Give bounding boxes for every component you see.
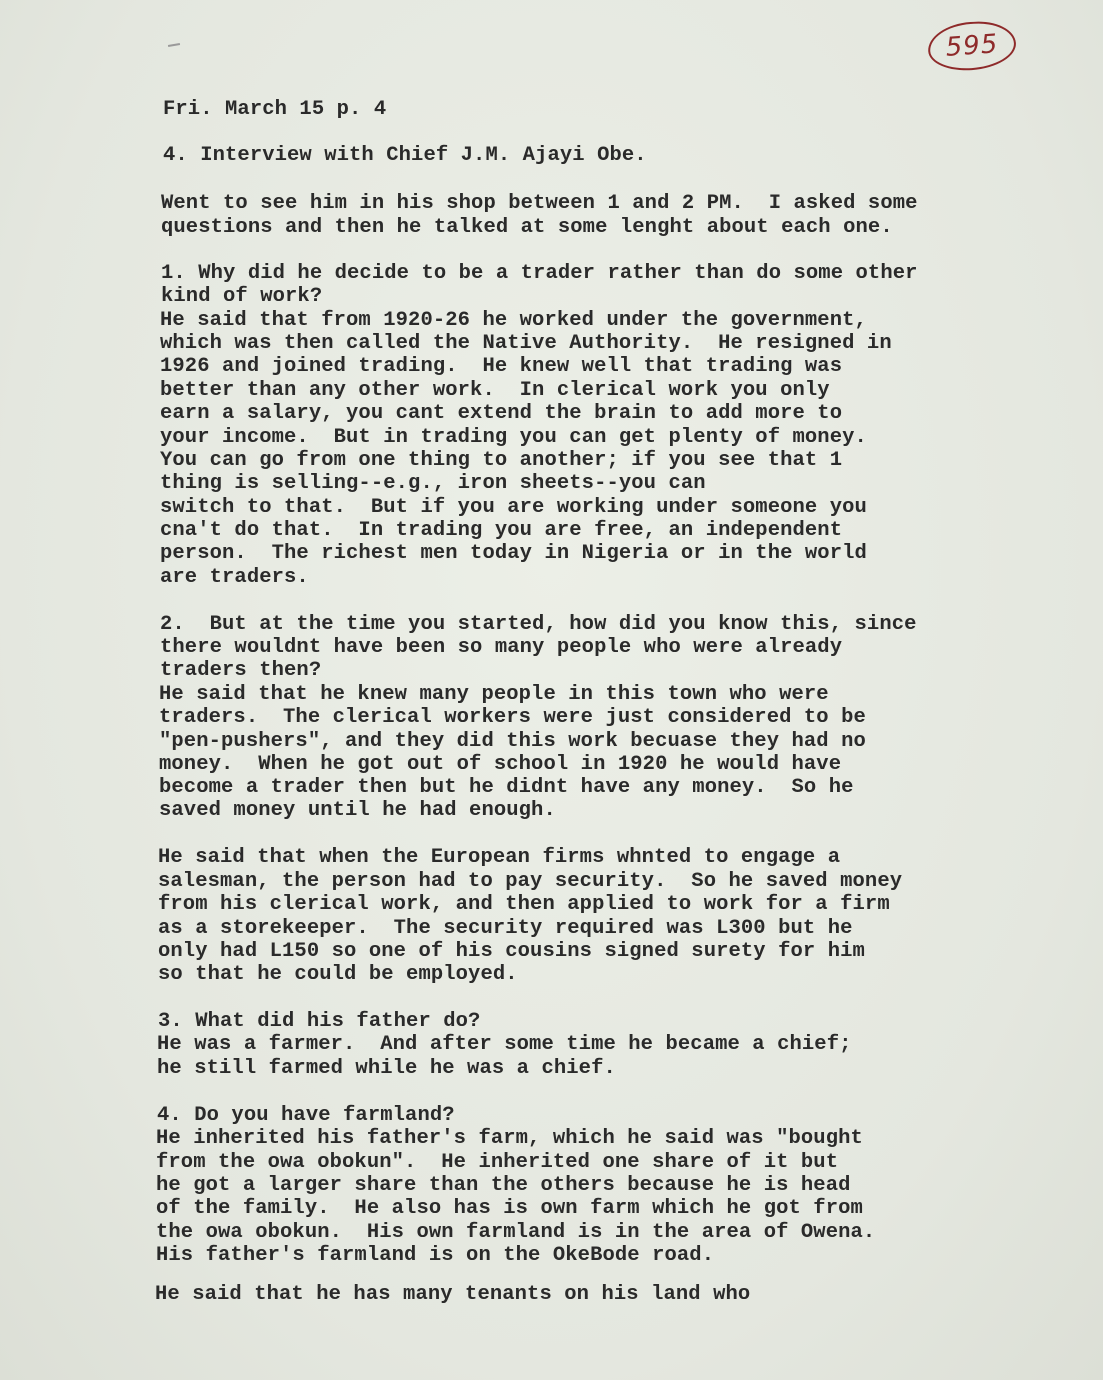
text-line: which was then called the Native Authority. He resigned in xyxy=(160,332,892,355)
text-line: He inherited his father's farm, which he said was "bought xyxy=(156,1127,863,1150)
text-line: 4. Do you have farmland? xyxy=(157,1104,455,1127)
text-line: your income. But in trading you can get plenty of money. xyxy=(160,426,867,449)
text-line: 3. What did his father do? xyxy=(158,1010,481,1033)
text-line: person. The richest men today in Nigeria or in the world xyxy=(160,542,867,565)
text-line: You can go from one thing to another; if you see that 1 xyxy=(160,449,843,472)
text-line: only had L150 so one of his cousins signed surety for him xyxy=(158,940,865,963)
text-line: 2. But at the time you started, how did you know this, since xyxy=(160,613,917,636)
text-line: He said that he knew many people in this town who were xyxy=(159,683,829,706)
text-line: become a trader then but he didnt have any money. So he xyxy=(159,776,854,799)
page-header: Fri. March 15 p. 4 xyxy=(163,98,387,121)
text-line: earn a salary, you cant extend the brain to add more to xyxy=(160,402,843,425)
text-line: he got a larger share than the others because he is head xyxy=(156,1174,851,1197)
text-line: better than any other work. In clerical work you only xyxy=(160,379,830,402)
text-line: are traders. xyxy=(160,566,309,589)
text-line: traders then? xyxy=(160,659,322,682)
text-line: He said that he has many tenants on his land who xyxy=(155,1283,751,1306)
text-line: cna't do that. In trading you are free, an independent xyxy=(160,519,843,542)
text-line: 1926 and joined trading. He knew well that trading was xyxy=(160,355,843,378)
text-line: questions and then he talked at some lenght about each one. xyxy=(161,216,893,239)
text-line: He said that from 1920-26 he worked under the government, xyxy=(160,309,867,332)
text-line: He said that when the European firms whnted to engage a xyxy=(158,846,841,869)
text-line: as a storekeeper. The security required was L300 but he xyxy=(158,917,853,940)
text-line: money. When he got out of school in 1920 he would have xyxy=(159,753,842,776)
text-line: traders. The clerical workers were just considered to be xyxy=(159,706,866,729)
document-title: 4. Interview with Chief J.M. Ajayi Obe. xyxy=(163,144,647,167)
text-line: from the owa obokun". He inherited one share of it but xyxy=(156,1151,839,1174)
text-line: His father's farmland is on the OkeBode road. xyxy=(156,1244,715,1267)
text-line: He was a farmer. And after some time he became a chief; xyxy=(157,1033,852,1056)
text-line: switch to that. But if you are working under someone you xyxy=(160,496,867,519)
text-line: thing is selling--e.g., iron sheets--you can xyxy=(160,472,706,495)
text-line: from his clerical work, and then applied to work for a firm xyxy=(158,893,890,916)
text-line: he still farmed while he was a chief. xyxy=(157,1057,616,1080)
text-line: 1. Why did he decide to be a trader rather than do some other xyxy=(161,262,918,285)
text-line: so that he could be employed. xyxy=(158,963,518,986)
text-line: of the family. He also has is own farm which he got from xyxy=(156,1197,863,1220)
text-line: kind of work? xyxy=(161,285,323,308)
text-line: "pen-pushers", and they did this work becuase they had no xyxy=(159,730,866,753)
text-line: there wouldnt have been so many people who were already xyxy=(160,636,843,659)
text-line: salesman, the person had to pay security. So he saved money xyxy=(158,870,903,893)
text-line: the owa obokun. His own farmland is in the area of Owena. xyxy=(156,1221,876,1244)
text-line: saved money until he had enough. xyxy=(159,799,556,822)
text-line: Went to see him in his shop between 1 and 2 PM. I asked some xyxy=(161,192,918,215)
paper-speck xyxy=(168,43,180,47)
page-number-stamp: 595 xyxy=(926,19,1017,73)
